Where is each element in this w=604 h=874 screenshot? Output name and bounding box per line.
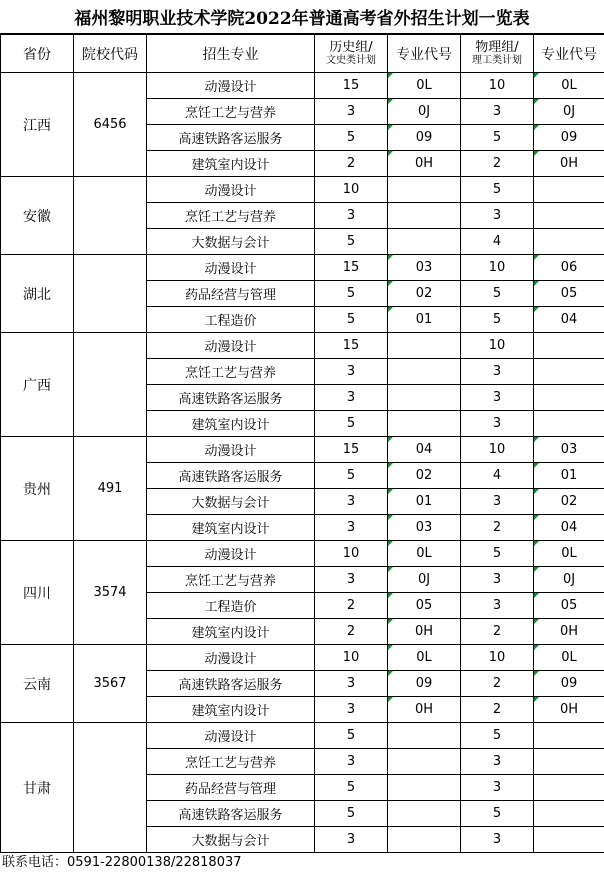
header-major: 招生专业	[147, 35, 315, 73]
physics-plan-cell: 3	[461, 99, 534, 125]
history-plan-cell: 3	[315, 203, 388, 229]
school-code-cell: 6456	[74, 73, 147, 177]
table-row	[1, 73, 604, 99]
school-code-cell	[74, 333, 147, 437]
history-plan-cell: 3	[315, 749, 388, 775]
header-province: 省份	[1, 35, 74, 73]
major-cell: 动漫设计	[147, 177, 315, 203]
header-school-code: 院校代码	[74, 35, 147, 73]
history-plan-cell: 3	[315, 489, 388, 515]
physics-plan-cell: 10	[461, 645, 534, 671]
history-plan-cell: 5	[315, 723, 388, 749]
history-code-cell: 0L	[388, 73, 461, 99]
history-code-cell: 04	[388, 437, 461, 463]
physics-plan-cell: 3	[461, 411, 534, 437]
history-plan-cell: 10	[315, 541, 388, 567]
history-code-cell	[388, 723, 461, 749]
major-cell: 动漫设计	[147, 255, 315, 281]
physics-code-cell: 03	[534, 437, 604, 463]
school-code-cell: 3574	[74, 541, 147, 645]
physics-plan-cell: 3	[461, 359, 534, 385]
physics-code-cell: 0H	[534, 151, 604, 177]
contact-label: 联系电话：	[2, 855, 68, 870]
history-code-cell	[388, 177, 461, 203]
physics-code-cell	[534, 385, 604, 411]
major-cell: 建筑室内设计	[147, 619, 315, 645]
table-row	[1, 645, 604, 671]
major-cell: 大数据与会计	[147, 229, 315, 255]
physics-code-cell	[534, 749, 604, 775]
major-cell: 高速铁路客运服务	[147, 801, 315, 827]
physics-code-cell	[534, 723, 604, 749]
history-code-cell: 0J	[388, 99, 461, 125]
history-plan-cell: 2	[315, 619, 388, 645]
physics-code-cell: 0L	[534, 73, 604, 99]
physics-code-cell	[534, 801, 604, 827]
physics-code-cell: 0L	[534, 541, 604, 567]
physics-code-cell	[534, 203, 604, 229]
major-cell: 动漫设计	[147, 333, 315, 359]
history-plan-cell: 15	[315, 73, 388, 99]
major-cell: 建筑室内设计	[147, 515, 315, 541]
history-plan-cell: 15	[315, 255, 388, 281]
physics-plan-cell: 4	[461, 463, 534, 489]
contact-footer	[0, 852, 604, 874]
major-cell: 动漫设计	[147, 645, 315, 671]
major-cell: 动漫设计	[147, 541, 315, 567]
history-code-cell	[388, 229, 461, 255]
major-cell: 药品经营与管理	[147, 775, 315, 801]
history-code-cell: 0H	[388, 619, 461, 645]
history-code-cell	[388, 385, 461, 411]
contact-phone: 0591-22800138/22818037	[67, 855, 242, 870]
province-cell: 甘肃	[1, 723, 74, 853]
physics-plan-cell: 3	[461, 567, 534, 593]
major-cell: 烹饪工艺与营养	[147, 567, 315, 593]
school-code-cell	[74, 255, 147, 333]
history-code-cell: 03	[388, 515, 461, 541]
physics-plan-cell: 2	[461, 619, 534, 645]
province-cell: 江西	[1, 73, 74, 177]
header-history-group: 历史组/	[329, 39, 373, 55]
physics-code-cell	[534, 827, 604, 853]
history-code-cell: 09	[388, 125, 461, 151]
major-cell: 高速铁路客运服务	[147, 125, 315, 151]
history-code-cell	[388, 775, 461, 801]
school-code-cell: 491	[74, 437, 147, 541]
school-code-cell: 3567	[74, 645, 147, 723]
history-plan-cell: 15	[315, 437, 388, 463]
physics-code-cell: 06	[534, 255, 604, 281]
physics-code-cell: 09	[534, 671, 604, 697]
table-header-row	[1, 35, 604, 73]
physics-plan-cell: 3	[461, 775, 534, 801]
physics-code-cell: 0H	[534, 619, 604, 645]
physics-code-cell: 04	[534, 515, 604, 541]
header-physics-group: 物理组/	[475, 39, 519, 55]
major-cell: 烹饪工艺与营养	[147, 203, 315, 229]
history-plan-cell: 3	[315, 671, 388, 697]
province-cell: 四川	[1, 541, 74, 645]
history-code-cell: 0L	[388, 645, 461, 671]
major-cell: 高速铁路客运服务	[147, 671, 315, 697]
history-code-cell: 01	[388, 307, 461, 333]
physics-plan-cell: 10	[461, 255, 534, 281]
physics-plan-cell: 5	[461, 281, 534, 307]
history-plan-cell: 5	[315, 229, 388, 255]
province-cell: 贵州	[1, 437, 74, 541]
header-history-plan	[315, 35, 388, 73]
history-code-cell	[388, 203, 461, 229]
physics-plan-cell: 3	[461, 203, 534, 229]
major-cell: 烹饪工艺与营养	[147, 359, 315, 385]
physics-code-cell: 0L	[534, 645, 604, 671]
history-plan-cell: 3	[315, 359, 388, 385]
physics-code-cell: 02	[534, 489, 604, 515]
province-cell: 云南	[1, 645, 74, 723]
physics-code-cell: 0J	[534, 99, 604, 125]
history-plan-cell: 2	[315, 593, 388, 619]
physics-plan-cell: 5	[461, 801, 534, 827]
school-code-cell	[74, 177, 147, 255]
major-cell: 烹饪工艺与营养	[147, 99, 315, 125]
physics-plan-cell: 2	[461, 515, 534, 541]
physics-plan-cell: 5	[461, 177, 534, 203]
table-row	[1, 541, 604, 567]
physics-plan-cell: 5	[461, 723, 534, 749]
table-row	[1, 723, 604, 749]
physics-plan-cell: 5	[461, 125, 534, 151]
physics-plan-cell: 4	[461, 229, 534, 255]
major-cell: 高速铁路客运服务	[147, 385, 315, 411]
history-plan-cell: 5	[315, 307, 388, 333]
physics-code-cell: 04	[534, 307, 604, 333]
physics-code-cell: 05	[534, 593, 604, 619]
major-cell: 工程造价	[147, 307, 315, 333]
history-plan-cell: 3	[315, 567, 388, 593]
physics-code-cell: 05	[534, 281, 604, 307]
physics-code-cell	[534, 775, 604, 801]
history-code-cell	[388, 359, 461, 385]
table-row	[1, 255, 604, 281]
document-title: 福州黎明职业技术学院2022年普通高考省外招生计划一览表	[0, 0, 604, 34]
major-cell: 动漫设计	[147, 437, 315, 463]
header-major-code-1: 专业代号	[388, 35, 461, 73]
physics-code-cell	[534, 333, 604, 359]
major-cell: 烹饪工艺与营养	[147, 749, 315, 775]
physics-plan-cell: 10	[461, 73, 534, 99]
history-code-cell	[388, 411, 461, 437]
header-physics-sub: 理工类计划	[472, 54, 522, 66]
history-plan-cell: 5	[315, 463, 388, 489]
history-code-cell	[388, 749, 461, 775]
history-plan-cell: 15	[315, 333, 388, 359]
physics-plan-cell: 5	[461, 541, 534, 567]
history-code-cell: 0J	[388, 567, 461, 593]
physics-code-cell: 0J	[534, 567, 604, 593]
major-cell: 药品经营与管理	[147, 281, 315, 307]
history-code-cell: 02	[388, 281, 461, 307]
header-major-code-2: 专业代号	[534, 35, 604, 73]
history-code-cell: 0H	[388, 151, 461, 177]
history-code-cell: 05	[388, 593, 461, 619]
history-code-cell	[388, 827, 461, 853]
table-row	[1, 177, 604, 203]
table-body	[1, 73, 604, 853]
major-cell: 工程造价	[147, 593, 315, 619]
enrollment-table	[0, 34, 604, 853]
physics-plan-cell: 3	[461, 749, 534, 775]
history-code-cell: 01	[388, 489, 461, 515]
history-plan-cell: 5	[315, 281, 388, 307]
history-code-cell: 02	[388, 463, 461, 489]
physics-code-cell: 09	[534, 125, 604, 151]
major-cell: 动漫设计	[147, 723, 315, 749]
major-cell: 建筑室内设计	[147, 411, 315, 437]
physics-code-cell	[534, 229, 604, 255]
school-code-cell	[74, 723, 147, 853]
table-row	[1, 437, 604, 463]
physics-plan-cell: 5	[461, 307, 534, 333]
physics-plan-cell: 3	[461, 489, 534, 515]
history-plan-cell: 10	[315, 645, 388, 671]
physics-plan-cell: 3	[461, 385, 534, 411]
history-plan-cell: 5	[315, 775, 388, 801]
history-code-cell: 09	[388, 671, 461, 697]
physics-plan-cell: 2	[461, 697, 534, 723]
history-plan-cell: 3	[315, 99, 388, 125]
major-cell: 高速铁路客运服务	[147, 463, 315, 489]
history-plan-cell: 5	[315, 411, 388, 437]
physics-code-cell: 01	[534, 463, 604, 489]
major-cell: 大数据与会计	[147, 827, 315, 853]
header-physics-plan	[461, 35, 534, 73]
history-code-cell: 0L	[388, 541, 461, 567]
physics-code-cell	[534, 177, 604, 203]
history-plan-cell: 3	[315, 697, 388, 723]
header-history-sub: 文史类计划	[326, 54, 376, 66]
province-cell: 湖北	[1, 255, 74, 333]
table-row	[1, 333, 604, 359]
physics-code-cell	[534, 359, 604, 385]
major-cell: 建筑室内设计	[147, 697, 315, 723]
history-plan-cell: 3	[315, 385, 388, 411]
history-plan-cell: 3	[315, 827, 388, 853]
province-cell: 广西	[1, 333, 74, 437]
major-cell: 大数据与会计	[147, 489, 315, 515]
history-plan-cell: 10	[315, 177, 388, 203]
province-cell: 安徽	[1, 177, 74, 255]
physics-plan-cell: 3	[461, 593, 534, 619]
history-plan-cell: 5	[315, 125, 388, 151]
physics-code-cell: 0H	[534, 697, 604, 723]
history-plan-cell: 5	[315, 801, 388, 827]
major-cell: 动漫设计	[147, 73, 315, 99]
physics-plan-cell: 2	[461, 151, 534, 177]
history-code-cell	[388, 801, 461, 827]
physics-plan-cell: 10	[461, 437, 534, 463]
physics-plan-cell: 10	[461, 333, 534, 359]
history-code-cell: 03	[388, 255, 461, 281]
history-code-cell: 0H	[388, 697, 461, 723]
history-plan-cell: 2	[315, 151, 388, 177]
history-plan-cell: 3	[315, 515, 388, 541]
physics-code-cell	[534, 411, 604, 437]
physics-plan-cell: 2	[461, 671, 534, 697]
major-cell: 建筑室内设计	[147, 151, 315, 177]
physics-plan-cell: 3	[461, 827, 534, 853]
history-code-cell	[388, 333, 461, 359]
